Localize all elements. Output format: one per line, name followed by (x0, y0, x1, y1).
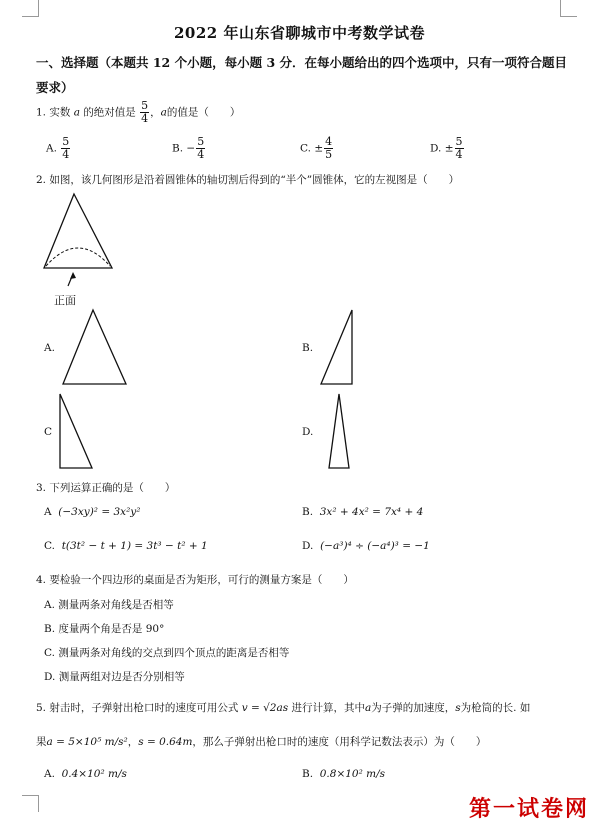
q2-option-c-triangle[interactable] (56, 392, 96, 472)
q3-option-b[interactable]: B. 3x² + 4x² = 7x⁴ + 4 (302, 506, 424, 518)
q4-option-a[interactable]: A. 测量两条对角线是否相等 (44, 599, 174, 611)
watermark-logo: 第一试卷网 (468, 797, 589, 822)
q3-option-d[interactable]: D. (−a³)⁴ ÷ (−a⁴)³ = −1 (302, 540, 430, 552)
q2-option-b-triangle[interactable] (318, 308, 358, 388)
q5-option-a[interactable]: A. 0.4×10² m/s (44, 768, 127, 780)
q2-option-c-label[interactable]: C (44, 426, 53, 438)
question-2: 2. 如图，该几何图形是沿着圆锥体的轴切割后得到的“半个”圆锥体，它的左视图是（ ） (36, 174, 460, 186)
q2-option-a-label[interactable]: A. (44, 342, 55, 354)
q4-option-d[interactable]: D. 测量两组对边是否分别相等 (44, 671, 185, 683)
half-cone-outline (44, 194, 112, 268)
q5-condition-s: s = 0.64m (138, 736, 193, 748)
q2-option-d-triangle[interactable] (326, 392, 356, 472)
q1-option-a[interactable]: A. $\frac{5}{4}$ (46, 135, 70, 161)
q1-option-c[interactable]: C. ± $\frac{4}{5}$ (300, 135, 333, 161)
corner-mark-bottom-left (22, 795, 39, 812)
front-view-label: 正面 (54, 294, 76, 307)
half-cone-dashed-arc (46, 248, 110, 266)
q2-option-d-label[interactable]: D. (302, 426, 314, 438)
q1-suffix: 的值是（ ） (166, 106, 241, 119)
q1-option-d[interactable]: D. ± $\frac{5}{4}$ (430, 135, 463, 161)
q1-var: a (73, 106, 80, 119)
question-3: 3. 下列运算正确的是（ ） (36, 482, 176, 494)
q5-option-b[interactable]: B. 0.8×10² m/s (302, 768, 386, 780)
question-1: 1. 实数 a 的绝对值是 $\frac{5}{4}$ ，a的值是（ ） (36, 99, 241, 125)
q3-option-c[interactable]: C. t(3t² − t + 1) = 3t³ − t² + 1 (44, 540, 208, 552)
document-title: 2022 年山东省聊城市中考数学试卷 (174, 24, 425, 42)
section-heading: 一、选择题（本题共 12 个小题，每小题 3 分．在每小题给出的四个选项中，只有一项符合题目要求） (36, 55, 568, 95)
question-5-line-2: 果a = 5×10⁵ m/s²，s = 0.64m，那么子弹射出枪口时的速度（用科学记数法表示）为（ ） (36, 736, 487, 748)
q1-option-b[interactable]: B. − $\frac{5}{4}$ (172, 135, 205, 161)
q4-option-c[interactable]: C. 测量两条对角线的交点到四个顶点的距离是否相等 (44, 647, 290, 659)
q5-condition-a: a = 5×10⁵ m/s² (46, 736, 128, 748)
q2-option-b-label[interactable]: B. (302, 342, 314, 354)
q3-option-a[interactable]: A (−3xy)² = 3x²y² (44, 506, 141, 518)
half-cone-figure (40, 190, 120, 310)
question-4: 4. 要检验一个四边形的桌面是否为矩形，可行的测量方案是（ ） (36, 574, 354, 586)
question-5-line-1: 5. 射击时，子弹射出枪口时的速度可用公式 v = √2as 进行计算，其中a为子弹的加速度，s为枪筒的长. 如 (36, 702, 531, 714)
q5-formula: v = √2as (241, 702, 289, 714)
q1-middle: 的绝对值是 (83, 106, 136, 119)
corner-mark-top-right (560, 0, 577, 17)
q1-prefix: 1. 实数 (36, 106, 71, 119)
q4-option-b[interactable]: B. 度量两个角是否是 90° (44, 623, 165, 635)
q1-fraction: $\frac{5}{4}$ (141, 99, 149, 125)
corner-mark-top-left (22, 0, 39, 17)
q2-option-a-triangle[interactable] (60, 308, 130, 388)
